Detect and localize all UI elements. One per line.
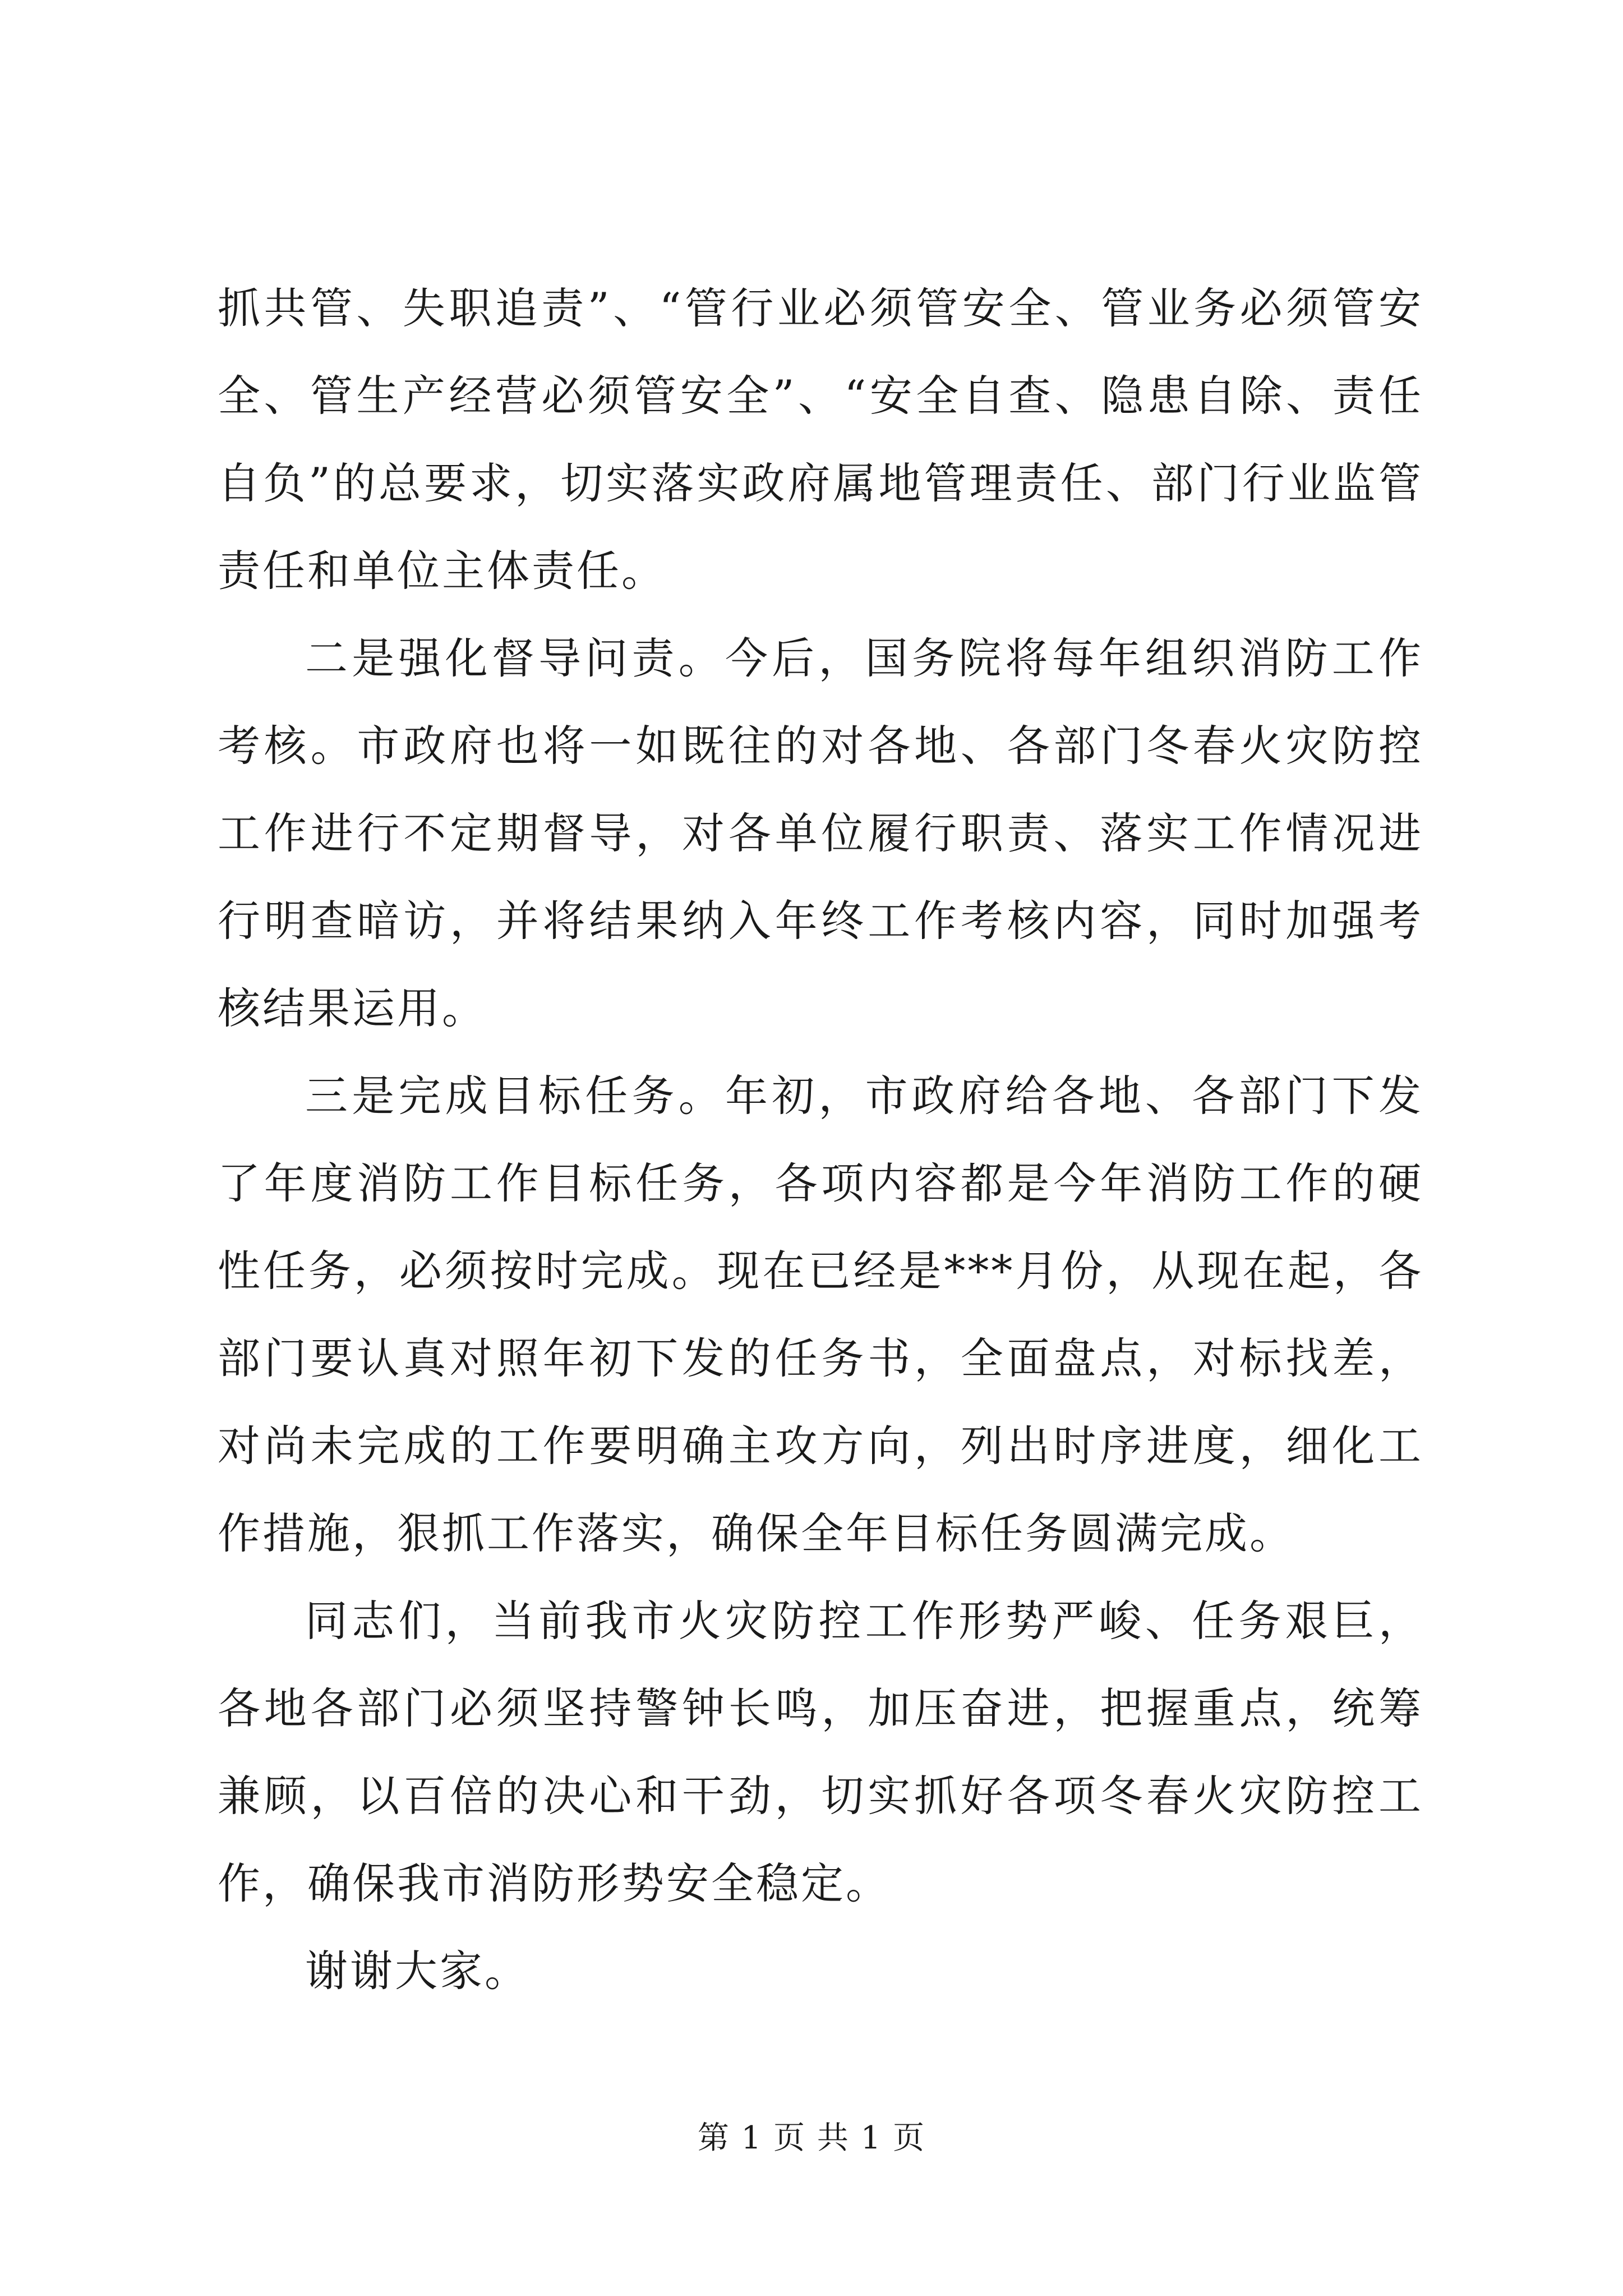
document-body bbox=[218, 265, 1423, 2015]
paragraph-continuation: 抓共管、失职追责”、“管行业必须管安全、管业务必须管安全、管生产经营必须管安全”、“安全自查、隐患自除、责任自负”的总要求，切实落实政府属地管理责任、部门行业监管责任和单位主体责任。 bbox=[218, 283, 1423, 596]
page-number-footer: 第 1 页 共 1 页 bbox=[697, 2120, 926, 2156]
paragraph-targets: 三是完成目标任务。年初，市政府给各地、各部门下发了年度消防工作目标任务，各项内容都是今年消防工作的硬性任务，必须按时完成。现在已经是***月份，从现在起，各部门要认真对照年初下发的任务书，全面盘点，对标找差，对尚未完成的工作要明确主攻方向，列出时序进度，细化工作措施，狠抓工作落实，确保全年目标任务圆满完成。 bbox=[218, 1071, 1423, 1558]
paragraph-closing: 同志们，当前我市火灾防控工作形势严峻、任务艰巨，各地各部门必须坚持警钟长鸣，加压奋进，把握重点，统筹兼顾，以百倍的决心和干劲，切实抓好各项冬春火灾防控工作，确保我市消防形势安全稳定。 bbox=[218, 1596, 1423, 1908]
paragraph-supervision: 二是强化督导问责。今后，国务院将每年组织消防工作考核。市政府也将一如既往的对各地、各部门冬春火灾防控工作进行不定期督导，对各单位履行职责、落实工作情况进行明查暗访，并将结果纳入年终工作考核内容，同时加强考核结果运用。 bbox=[218, 633, 1423, 1033]
paragraph-thanks: 谢谢大家。 bbox=[305, 1946, 529, 1996]
